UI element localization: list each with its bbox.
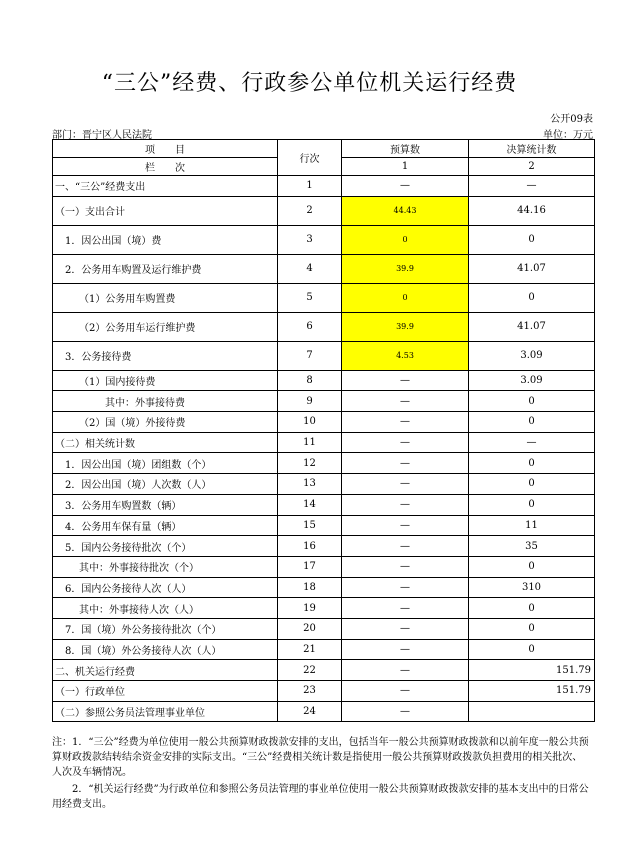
row-number: 3 — [278, 225, 342, 254]
row-label: （二）参照公务员法管理事业单位 — [53, 701, 278, 722]
budget-value: — — [342, 639, 469, 660]
row-label: （2）国（境）外接待费 — [53, 412, 278, 433]
final-value: 0 — [469, 598, 595, 619]
budget-value: — — [342, 494, 469, 515]
row-label: 其中：外事接待批次（个） — [53, 556, 278, 577]
row-label: 4．公务用车保有量（辆） — [53, 515, 278, 536]
table-row — [53, 494, 595, 515]
budget-value: — — [342, 474, 469, 495]
row-label: 8．国（境）外公务接待人次（人） — [53, 639, 278, 660]
table-row — [53, 254, 595, 283]
row-label: 7．国（境）外公务接待批次（个） — [53, 618, 278, 639]
row-number: 8 — [278, 370, 342, 391]
row-number: 19 — [278, 598, 342, 619]
final-value: 0 — [469, 474, 595, 495]
row-number: 7 — [278, 341, 342, 370]
header-row-no: 行次 — [278, 140, 342, 176]
row-number: 10 — [278, 412, 342, 433]
table-row — [53, 639, 595, 660]
note-1: 注：1．“三公”经费为单位使用一般公共预算财政拨款安排的支出，包括当年一般公共预算财政拨款和以前年度一般公共预算财政拨款结转结余资金安排的实际支出。“三公”经费相关统计数是指使用一般公共预算财政拨款负担费用的相关批次、人次及车辆情况。 — [52, 737, 589, 778]
row-number: 24 — [278, 701, 342, 722]
header-item: 项 目 — [53, 140, 278, 158]
table-row — [53, 701, 595, 722]
table-row — [53, 432, 595, 453]
row-label: （2）公务用车运行维护费 — [53, 312, 278, 341]
page-title: “三公”经费、行政参公单位机关运行经费 — [101, 71, 518, 96]
expense-table — [52, 139, 595, 722]
budget-value: — — [342, 556, 469, 577]
row-number: 1 — [278, 176, 342, 197]
row-number: 20 — [278, 618, 342, 639]
table-row — [53, 412, 595, 433]
final-value: — — [469, 432, 595, 453]
final-value: — — [469, 176, 595, 197]
table-row — [53, 515, 595, 536]
row-label: 其中：外事接待费 — [53, 391, 278, 412]
header-final: 决算统计数 — [469, 140, 595, 158]
row-label: （二）相关统计数 — [53, 432, 278, 453]
final-value: 0 — [469, 618, 595, 639]
row-number: 6 — [278, 312, 342, 341]
row-number: 11 — [278, 432, 342, 453]
row-label: 3．公务用车购置数（辆） — [53, 494, 278, 515]
row-label: （一）行政单位 — [53, 681, 278, 702]
final-value: 3.09 — [469, 370, 595, 391]
row-number: 14 — [278, 494, 342, 515]
budget-value: — — [342, 701, 469, 722]
row-label: 2．公务用车购置及运行维护费 — [53, 254, 278, 283]
final-value: 41.07 — [469, 312, 595, 341]
row-number: 5 — [278, 283, 342, 312]
final-value — [469, 701, 595, 722]
row-label: （1）国内接待费 — [53, 370, 278, 391]
row-label: 一、“三公”经费支出 — [53, 176, 278, 197]
final-value: 41.07 — [469, 254, 595, 283]
final-value: 151.79 — [469, 660, 595, 681]
budget-value: — — [342, 598, 469, 619]
final-value: 35 — [469, 536, 595, 557]
table-row — [53, 681, 595, 702]
budget-value: — — [342, 618, 469, 639]
header-lane: 栏 次 — [53, 158, 278, 176]
row-label: 6．国内公务接待人次（人） — [53, 577, 278, 598]
table-number: 公开09表 — [550, 114, 593, 125]
table-row — [53, 341, 595, 370]
table-row — [53, 370, 595, 391]
row-number: 22 — [278, 660, 342, 681]
table-row — [53, 176, 595, 197]
table-row — [53, 598, 595, 619]
final-value: 11 — [469, 515, 595, 536]
row-number: 17 — [278, 556, 342, 577]
row-number: 2 — [278, 196, 342, 225]
note-2: 2．“机关运行经费”为行政单位和参照公务员法管理的事业单位使用一般公共预算财政拨款安排的基本支出中的日常公用经费支出。 — [52, 784, 589, 810]
budget-value: — — [342, 536, 469, 557]
row-label: 1．因公出国（境）团组数（个） — [53, 453, 278, 474]
header-col2: 2 — [469, 158, 595, 176]
table-row — [53, 660, 595, 681]
final-value: 0 — [469, 494, 595, 515]
table-row — [53, 556, 595, 577]
final-value: 0 — [469, 639, 595, 660]
row-label: （1）公务用车购置费 — [53, 283, 278, 312]
unit-label: 单位：万元 — [543, 130, 593, 141]
budget-value: 0 — [342, 225, 469, 254]
budget-value: — — [342, 370, 469, 391]
final-value: 151.79 — [469, 681, 595, 702]
row-label: 3．公务接待费 — [53, 341, 278, 370]
row-number: 21 — [278, 639, 342, 660]
row-label: 2．因公出国（境）人次数（人） — [53, 474, 278, 495]
budget-value: — — [342, 681, 469, 702]
row-label: （一）支出合计 — [53, 196, 278, 225]
row-number: 15 — [278, 515, 342, 536]
budget-value: — — [342, 176, 469, 197]
budget-value: 39.9 — [342, 312, 469, 341]
table-row — [53, 196, 595, 225]
row-label: 其中：外事接待人次（人） — [53, 598, 278, 619]
row-label: 1．因公出国（境）费 — [53, 225, 278, 254]
budget-value: — — [342, 577, 469, 598]
table-row — [53, 453, 595, 474]
row-number: 9 — [278, 391, 342, 412]
final-value: 0 — [469, 556, 595, 577]
budget-value: — — [342, 453, 469, 474]
budget-value: 4.53 — [342, 341, 469, 370]
department-label: 部门：晋宁区人民法院 — [52, 130, 152, 141]
row-number: 18 — [278, 577, 342, 598]
row-number: 23 — [278, 681, 342, 702]
row-label: 5．国内公务接待批次（个） — [53, 536, 278, 557]
table-row — [53, 225, 595, 254]
row-label: 二、机关运行经费 — [53, 660, 278, 681]
notes — [52, 735, 592, 814]
row-number: 12 — [278, 453, 342, 474]
final-value: 0 — [469, 453, 595, 474]
final-value: 0 — [469, 225, 595, 254]
final-value: 0 — [469, 283, 595, 312]
table-row — [53, 474, 595, 495]
final-value: 310 — [469, 577, 595, 598]
final-value: 0 — [469, 412, 595, 433]
table-row — [53, 391, 595, 412]
table-row — [53, 312, 595, 341]
final-value: 0 — [469, 391, 595, 412]
row-number: 16 — [278, 536, 342, 557]
budget-value: 0 — [342, 283, 469, 312]
table-row — [53, 283, 595, 312]
table-row — [53, 536, 595, 557]
table-body — [53, 176, 595, 722]
budget-value: — — [342, 515, 469, 536]
budget-value: 44.43 — [342, 196, 469, 225]
header-col1: 1 — [342, 158, 469, 176]
header-budget: 预算数 — [342, 140, 469, 158]
budget-value: — — [342, 412, 469, 433]
final-value: 3.09 — [469, 341, 595, 370]
table-row — [53, 577, 595, 598]
budget-value: — — [342, 391, 469, 412]
budget-value: 39.9 — [342, 254, 469, 283]
row-number: 13 — [278, 474, 342, 495]
budget-value: — — [342, 660, 469, 681]
final-value: 44.16 — [469, 196, 595, 225]
table-row — [53, 618, 595, 639]
budget-value: — — [342, 432, 469, 453]
row-number: 4 — [278, 254, 342, 283]
